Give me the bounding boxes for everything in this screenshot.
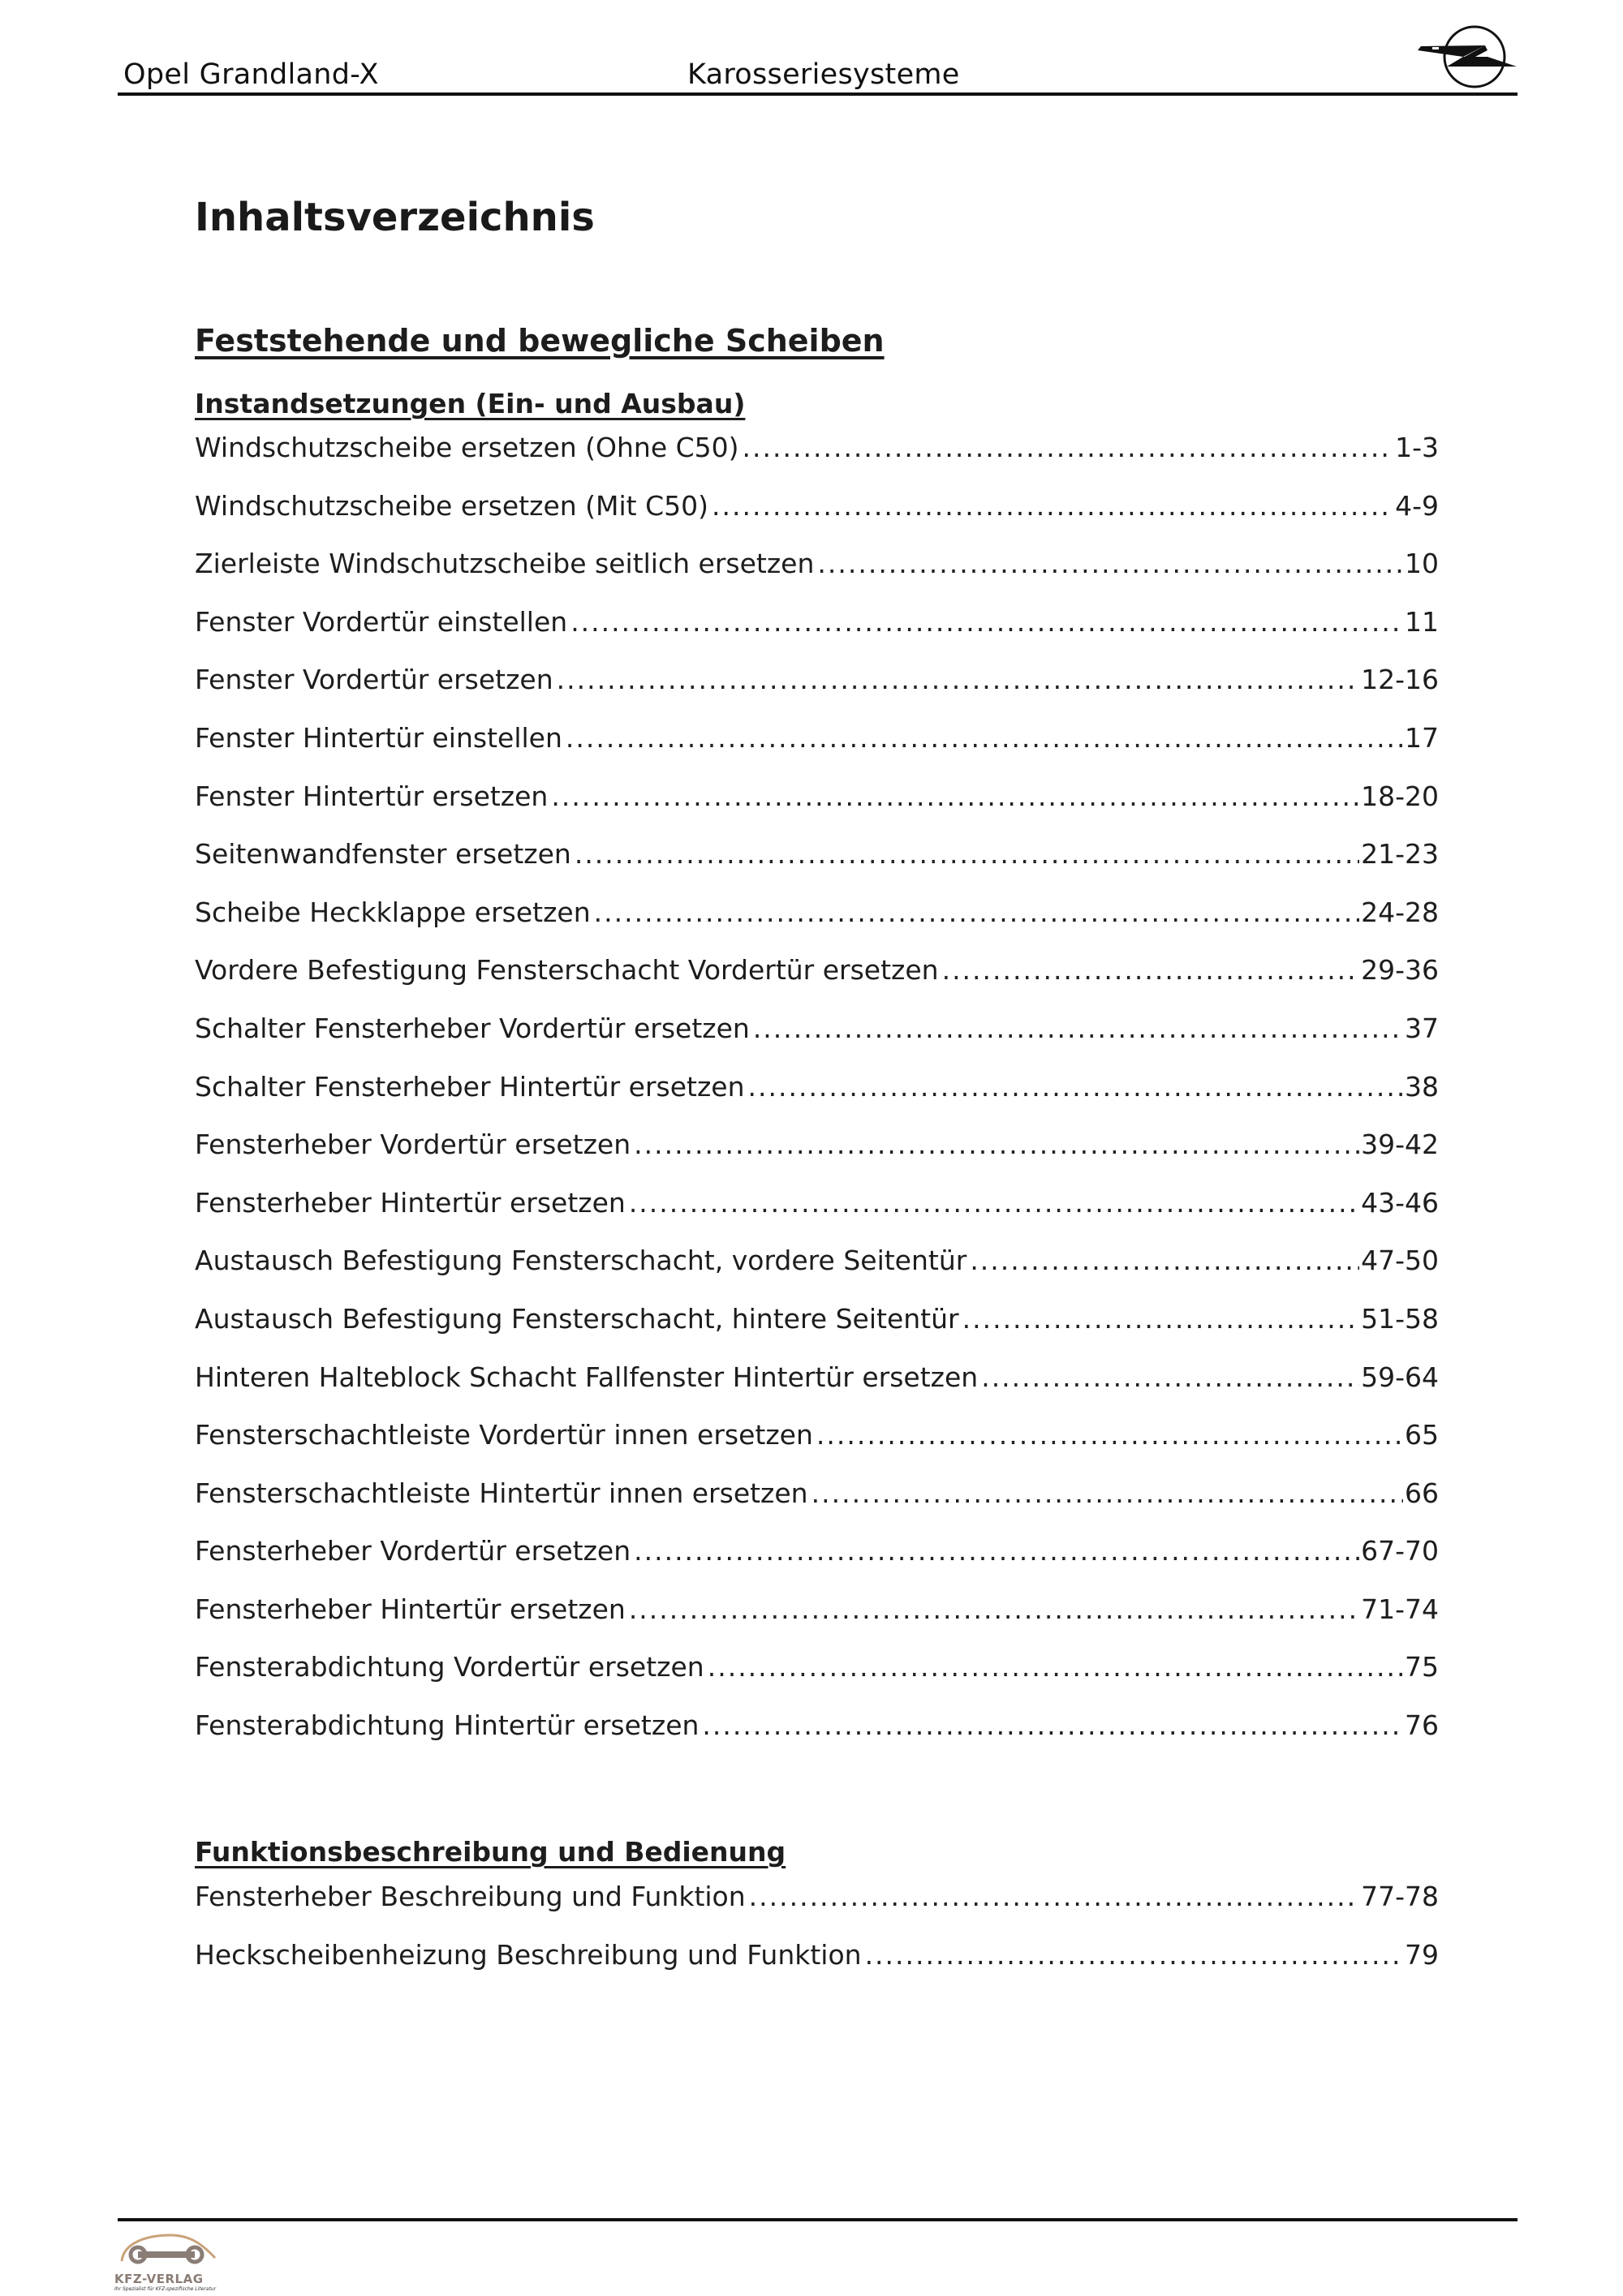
- toc-entry-label: Fensterabdichtung Hintertür ersetzen: [195, 1709, 700, 1742]
- toc-leader-dots: [570, 606, 1403, 638]
- header-center-title: Karosseriesysteme: [687, 58, 960, 91]
- toc-entry-label: Seitenwandfenster ersetzen: [195, 838, 571, 871]
- toc-entry-page: 77-78: [1361, 1881, 1439, 1912]
- toc-entry[interactable]: [195, 1303, 1439, 1361]
- toc-entry-label: Fensterheber Beschreibung und Funktion: [195, 1881, 746, 1912]
- toc-leader-dots: [816, 1419, 1403, 1451]
- toc-entry-page: 11: [1405, 605, 1439, 638]
- toc-leader-dots: [753, 1013, 1403, 1044]
- toc-entry-page: 66: [1405, 1477, 1439, 1509]
- toc-entry-label: Windschutzscheibe ersetzen (Ohne C50): [195, 432, 739, 463]
- toc-entry[interactable]: [195, 1129, 1439, 1187]
- toc-entry-page: 79: [1405, 1938, 1439, 1971]
- toc-leader-dots: [575, 838, 1359, 870]
- toc-entry-page: 51-58: [1361, 1302, 1439, 1335]
- toc-entry-label: Fensterheber Vordertür ersetzen: [195, 1129, 631, 1161]
- footer-brand: KFZ-VERLAG: [114, 2272, 204, 2286]
- toc-entry-page: 67-70: [1361, 1535, 1439, 1567]
- toc-entry-label: Austausch Befestigung Fensterschacht, hintere Seitentür: [195, 1302, 959, 1335]
- toc-leader-dots: [566, 722, 1403, 754]
- toc-entry[interactable]: [195, 1535, 1439, 1593]
- toc-entry-page: 71-74: [1361, 1593, 1439, 1625]
- toc-entry-page: 38: [1405, 1070, 1439, 1103]
- toc-entry[interactable]: [195, 1593, 1439, 1652]
- toc-entry[interactable]: [195, 1361, 1439, 1420]
- toc-leader-dots: [551, 780, 1359, 812]
- toc-entry-label: Fenster Hintertür einstellen: [195, 721, 562, 754]
- toc-entry-label: Fensterheber Hintertür ersetzen: [195, 1186, 626, 1219]
- toc-entry-label: Fensterschachtleiste Hintertür innen ersetzen: [195, 1477, 808, 1509]
- toc-entry-page: 24-28: [1361, 896, 1439, 928]
- toc-entry-page: 76: [1405, 1709, 1439, 1742]
- toc-entry-label: Hinteren Halteblock Schacht Fallfenster Hintertür ersetzen: [195, 1361, 979, 1393]
- toc-leader-dots: [743, 432, 1394, 463]
- toc-entry-label: Fenster Vordertür einstellen: [195, 605, 568, 638]
- section-heading: Feststehende und bewegliche Scheiben: [195, 323, 885, 359]
- toc-entry-label: Windschutzscheibe ersetzen (Mit C50): [195, 489, 709, 522]
- toc-entry[interactable]: [195, 954, 1439, 1013]
- toc-entry[interactable]: [195, 490, 1439, 548]
- toc-entry[interactable]: [195, 838, 1439, 896]
- toc-leader-dots: [712, 490, 1393, 522]
- toc-entry-page: 4-9: [1395, 489, 1439, 522]
- toc-entry-page: 47-50: [1361, 1245, 1439, 1277]
- toc-entry-label: Heckscheibenheizung Beschreibung und Funktion: [195, 1938, 862, 1971]
- toc-entry[interactable]: [195, 1013, 1439, 1071]
- toc-entry-page: 10: [1405, 548, 1439, 580]
- toc-leader-dots: [594, 896, 1359, 928]
- toc-leader-dots: [634, 1535, 1359, 1567]
- toc-entry[interactable]: [195, 722, 1439, 780]
- toc-entry-label: Fenster Vordertür ersetzen: [195, 664, 553, 696]
- toc-leader-dots: [981, 1361, 1359, 1393]
- toc-entry-label: Schalter Fensterheber Hintertür ersetzen: [195, 1070, 745, 1103]
- toc-entry[interactable]: [195, 780, 1439, 839]
- toc-entry-page: 21-23: [1361, 838, 1439, 871]
- toc-entry-label: Fensterheber Hintertür ersetzen: [195, 1593, 626, 1625]
- toc-leader-dots: [865, 1939, 1403, 1971]
- toc-entry-page: 1-3: [1395, 432, 1439, 463]
- toc-entry-label: Schalter Fensterheber Vordertür ersetzen: [195, 1012, 750, 1044]
- toc-entry-label: Vordere Befestigung Fensterschacht Vordertür ersetzen: [195, 954, 939, 987]
- toc-leader-dots: [962, 1303, 1360, 1335]
- toc-entry[interactable]: [195, 548, 1439, 606]
- toc-leader-dots: [812, 1477, 1403, 1509]
- toc-entry[interactable]: [195, 1709, 1439, 1768]
- toc-entry[interactable]: [195, 896, 1439, 955]
- toc-leader-dots: [748, 1071, 1404, 1103]
- toc-entry-label: Fensterheber Vordertür ersetzen: [195, 1535, 631, 1567]
- opel-blitz-logo-icon: [1416, 24, 1522, 91]
- group-heading-repairs: Instandsetzungen (Ein- und Ausbau): [195, 388, 746, 419]
- toc-entry[interactable]: [195, 1245, 1439, 1303]
- toc-entry-label: Zierleiste Windschutzscheibe seitlich ersetzen: [195, 548, 815, 580]
- toc-entry[interactable]: [195, 1881, 1439, 1939]
- toc-entry[interactable]: [195, 1419, 1439, 1477]
- toc-leader-dots: [702, 1709, 1403, 1741]
- page-title: Inhaltsverzeichnis: [195, 195, 595, 240]
- toc-leader-dots: [629, 1187, 1359, 1219]
- toc-leader-dots: [817, 548, 1403, 579]
- toc-leader-dots: [749, 1881, 1359, 1912]
- toc-entry-page: 37: [1405, 1012, 1439, 1044]
- group-heading-function: Funktionsbeschreibung und Bedienung: [195, 1836, 786, 1868]
- toc-entry[interactable]: [195, 1939, 1439, 1997]
- toc-entry-page: 43-46: [1361, 1186, 1439, 1219]
- toc-entry[interactable]: [195, 664, 1439, 722]
- toc-entry[interactable]: [195, 1071, 1439, 1129]
- toc-leader-dots: [634, 1129, 1359, 1160]
- toc-entry[interactable]: [195, 1477, 1439, 1536]
- toc-entry-label: Fenster Hintertür ersetzen: [195, 780, 549, 812]
- toc-entry-label: Fensterabdichtung Vordertür ersetzen: [195, 1651, 704, 1683]
- toc-entry-label: Scheibe Heckklappe ersetzen: [195, 896, 591, 928]
- toc-leader-dots: [557, 664, 1359, 695]
- toc-list-repairs: [195, 432, 1439, 1768]
- header-divider: [118, 92, 1518, 96]
- footer-divider: [118, 2218, 1518, 2221]
- toc-entry-label: Austausch Befestigung Fensterschacht, vordere Seitentür: [195, 1245, 967, 1277]
- toc-leader-dots: [629, 1593, 1359, 1625]
- toc-leader-dots: [970, 1245, 1359, 1276]
- toc-list-function: [195, 1881, 1439, 1997]
- toc-entry-page: 18-20: [1361, 780, 1439, 812]
- toc-entry-page: 12-16: [1361, 664, 1439, 696]
- footer-tagline: Ihr Spezialist für KFZ-spezifische Literatur: [114, 2286, 217, 2292]
- toc-entry[interactable]: [195, 1187, 1439, 1245]
- toc-entry-label: Fensterschachtleiste Vordertür innen ersetzen: [195, 1419, 813, 1451]
- toc-leader-dots: [708, 1651, 1403, 1683]
- toc-entry-page: 59-64: [1361, 1361, 1439, 1393]
- toc-entry[interactable]: [195, 1651, 1439, 1709]
- toc-entry-page: 65: [1405, 1419, 1439, 1451]
- header-left-title: Opel Grandland-X: [123, 58, 379, 91]
- toc-entry-page: 29-36: [1361, 954, 1439, 987]
- toc-entry-page: 17: [1405, 721, 1439, 754]
- toc-leader-dots: [942, 954, 1360, 986]
- toc-entry-page: 39-42: [1361, 1129, 1439, 1161]
- toc-entry[interactable]: [195, 606, 1439, 664]
- toc-entry-page: 75: [1405, 1651, 1439, 1683]
- toc-entry[interactable]: [195, 432, 1439, 490]
